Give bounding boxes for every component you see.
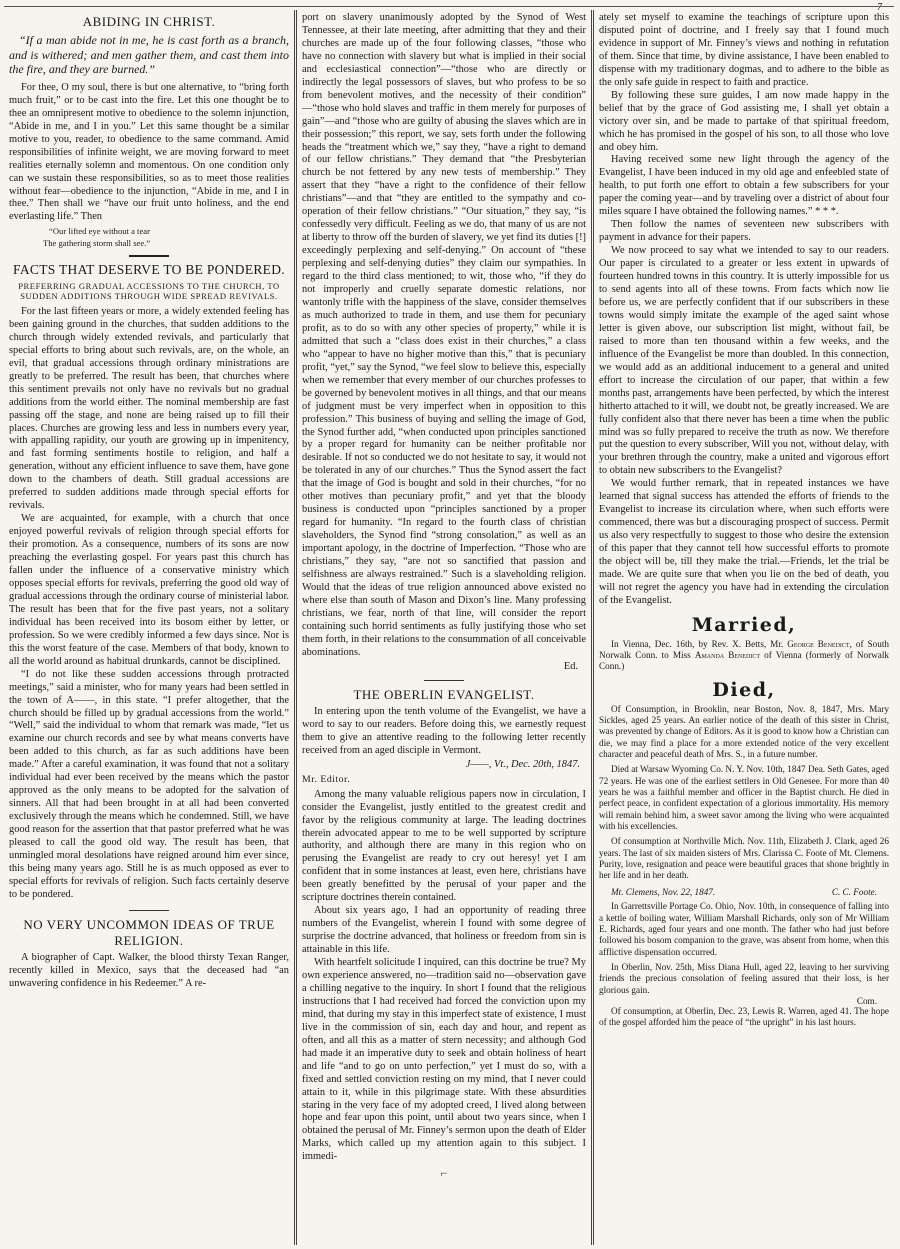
oberlin-paragraph-3: About six years ago, I had an opportunity of reading three numbers of the Evangelist, wherein I found with some degree of surprise the doctrine advanced, that holiness or freedom from sin is attainable in this life. <box>302 905 586 956</box>
editorial-paragraph-2: We would further remark, that in repeated instances we have learned that signal success has attended the efforts of friends to the Evangelist to increase its circulation where, when such efforts were commenced, there was but a discouraging prospect of success. Permit us also very respectfully to suggest to those who desire the extension of this paper that they cannot tell how successful efforts to promote the object will be, till they make the trial.—Friends, let the trial be made. We are quite sure that when you lie on the bed of death, you will not regret the agency you have had in extending the circulation of the Evangelist. <box>599 478 889 606</box>
abiding-epigraph: “If a man abide not in me, he is cast forth as a branch, and is withered; and men gather them, and cast them into the fire, and they are burned.” <box>9 33 289 77</box>
death-notice-5: In Oberlin, Nov. 25th, Miss Diana Hull, aged 22, leaving to her surviving friends the precious consolation of feeling assured that their loss, is her glorious gain. <box>599 962 889 995</box>
editor-signature: Ed. <box>563 660 578 672</box>
death-notice-3: Of consumption at Northville Mich. Nov. 11th, Elizabeth J. Clark, aged 26 years. The last of six maiden sisters of Mrs. Clarissa C. Foote of Mt. Clemens. Purity, love, resignation and peace were beautiful graces that shone brightly in her life and in her death. <box>599 836 889 881</box>
letter-continued-4: Then follow the names of seventeen new subscribers with payment in advance for their papers. <box>599 219 889 244</box>
notice-signature: Com. <box>856 995 877 1006</box>
facts-paragraph-2: We are acquainted, for example, with a church that once enjoyed powerful revivals of religion through special efforts for their promotion. As a consequence, numbers of its sons are now preaching the everlasting gospel. For years past this church has fallen under the influence of a conservative ministry which opposes special efforts for revivals, preferring the good old way of gradual accessions through the ordinary course of ministerial labor. The result has been that for the five past years, not a solitary individual has been received into its bosom either by letter, or profession. So we were credibly informed a few days since. Nor is this the worst feature of the case. Members of that body, known to all the world around as habitual drunkards, cannot be disciplined. <box>9 513 289 667</box>
section-divider <box>424 680 464 681</box>
notice-place-date: Mt. Clemens, Nov. 22, 1847. <box>611 887 716 898</box>
top-rule <box>4 6 894 7</box>
editorial-paragraph-1: We now proceed to say what we intended to say to our readers. Our paper is circulated to a greater or less extent in upwards of fourteen hundred towns in this country. It is utterly impossible for us to send agents into all of these towns. From facts which now lie before us, we are perfectly confident that if our subscribers in these towns would simply imitate the example of the aged saint whose letter is given above, our subscription list might, without fail, be raised to more than ten thousand within a few weeks, and the influence of the Evangelist be more than doubled. In this connection, we would add as an additional inducement to a general and united effort to increase the circulation of our paper, that within a few months past, arrangements have been perfected, by which the interest hitherto attached to it will, we doubt not, be greatly increased. We are fully confident also that there never has been a time when the public mind was so fully prepared to receive the truth as now. We therefore put the question to every subscriber, Will you not, without delay, with your brethren through the country, make a united and vigorous effort to obtain new subscribers to the Evangelist? <box>599 245 889 477</box>
continuation-mark: ⌐ <box>440 1166 448 1181</box>
abiding-paragraph: For thee, O my soul, there is but one alternative, to “bring forth much fruit,” or to be cast into the fire. Let this one thought be to thee an omnipresent motive to obedience to the solemn injunction, “Abide in me, and I in you.” Let this same thought be a similar motive to you, reader, to obedience to the same command. Amid responsibilities of infinite weight, we are moving forward to meet realities eternally solemn and momentous. On one condition only can we sustain these responsibilities, so as to meet those realities without fear—obedience to the injunction, “Abide in me, and I in thee.” Then shall we “have our fruit unto holiness, and the end everlasting life.” Then <box>9 81 289 223</box>
abiding-verse <box>9 226 289 248</box>
verse-line-2: The gathering storm shall see.” <box>43 237 151 248</box>
death-notice-1: Of Consumption, in Brooklin, near Boston, Nov. 8, 1847, Mrs. Mary Sickles, aged 25 years. An earlier notice of the death of this sister in Christ, was prevented by change of Editors. As it is good to know how a Christian can die, we may find a place for a more extended notice of the very excellent character and peaceful death of Mrs. S., in a future number. <box>599 703 889 760</box>
oberlin-title: THE OBERLIN EVANGELIST. <box>353 686 535 702</box>
died-heading: Died, <box>712 678 776 701</box>
death-notice-6: Of consumption, at Oberlin, Dec. 23, Lewis R. Warren, aged 41. The hope of the gospel afforded him the peace of “the upright” in his last hours. <box>599 1005 889 1028</box>
death-notice-2: Died at Warsaw Wyoming Co. N. Y. Nov. 10th, 1847 Dea. Seth Gates, aged 72 years. He was one of the earliest settlers in Old Genesee. For more than 40 years he was a faithful member and officer in the Baptist church. He died in perfect peace, in confident expectation of a glorious immortality. His memory will remain behind him, a sweet savor among the living who were acquainted with his excellencies. <box>599 764 889 831</box>
page-number: 7 <box>877 2 882 13</box>
facts-subtitle: PREFERRING GRADUAL ACCESSIONS TO THE CHURCH, TO SUDDEN ADDITIONS THROUGH WIDE SPREAD REVIVALS. <box>18 280 280 302</box>
verse-line-1: “Our lifted eye without a tear <box>49 226 150 237</box>
letter-continued-1: ately set myself to examine the teachings of scripture upon this disputed point of doctrine, and I freely say that I found much evidence in support of Mr. Finney’s views and nothing in refutation of them. Since that time, by divine assistance, I have been enabled to dispense with my traditionary dogmas, and to adhere to the bible as the only safe guide in respect to faith and practice. <box>599 12 889 88</box>
abiding-title: ABIDING IN CHRIST. <box>82 14 216 29</box>
newspaper-page <box>4 10 894 1245</box>
facts-paragraph-3: “I do not like these sudden accessions through protracted meetings,” said a minister, who for many years had been settled in the town of A——, in this state. “I prefer altogether, that the church should be filled up by gradual accessions from the world.” “Well,” said the individual to whom that remark was made, “let us examine our church records and see by what means converts have been added to this church, as far as such additions have been made.” After a careful examination, it was found that not a solitary individual had ever been received by the means which the pastor approved as the only means to be adopted for the salvation of sinners. All that had been brought in at all had been converted exclusively through the means which he condemned. Still, we have good reason for the assertion that that pastor preferred what he was pleased to call the good old way. The result has been, that unmingled moral desolations have reigned around him ever since, this being many years ago. Still he is as much opposed as ever to special efforts for revivals of religion. Such facts certainly deserve to be pondered. <box>9 668 289 900</box>
letter-continued-3: Having received some new light through the agency of the Evangelist, I have been induced in my old age and enfeebled state of health, to put forth one effort to obtain a few subscribers for your paper the coming year—and by traveling over a district of about four miles square I have obtained the following names.” * * *. <box>599 154 889 218</box>
letter-continued-2: By following these sure guides, I am now made happy in the belief that by the grace of God assisting me, I shall yet obtain a victory over sin, and be made to partake of that spiritual freedom, which he has promised in the gospel of his son, to all those who love and obey him. <box>599 89 889 153</box>
married-heading: Married, <box>691 613 797 636</box>
column-2 <box>294 10 591 1245</box>
married-notice: In Vienna, Dec. 16th, by Rev. X. Betts, Mr. George Benedict, of South Norwalk Conn. to Miss Amanda Benedict of Vienna (formerly of Norwalk Conn.) <box>599 638 890 672</box>
column-3 <box>591 10 894 1245</box>
ideas-title: NO VERY UNCOMMON IDEAS OF TRUE RELIGION. <box>23 916 275 948</box>
ideas-paragraph: A biographer of Capt. Walker, the blood thirsty Texan Ranger, recently killed in Mexico, says that the deceased had “an unwavering confidence in his Redeemer.” A re- <box>9 951 289 989</box>
death-notice-4: In Garrettsville Portage Co. Ohio, Nov. 10th, in consequence of falling into a kettle of boiling water, William Marshall Richards, only son of Mr William E. Richards, aged four years and one month. The father who had just before followed his bosom companion to the grave, was absent from home, when this afflictive dispensation occurred. <box>599 901 889 957</box>
letter-dateline: J——, Vt., Dec. 20th, 1847. <box>465 759 580 771</box>
oberlin-paragraph-4: With heartfelt solicitude I inquired, can this doctrine be true? My own experience answered, no—tradition said no—observation gave a chilling negative to the inquiry. In short I found that the religious instructions that I had received had forced the conviction upon my mind, that during my stay in this imperfect state of existence, I must live in the commission of sin, each day and hour, and repent as often, and all this as a matter of stern necessity; and although God had made it an imperative duty to seek and obtain holiness of heart and life “and to go on unto perfection,” yet I must do so, with a fixed and settled conviction resting on my mind, that I never could attain to it, while in this pilgrimage state. With these absurdities staring in the very face of my adopted creed, I lived along between hope and fear upon this point, until about two years since, when I obtained the perusal of Mr. Finney’s sermon upon the death of Elder Marks, which called up my attention again to this subject. I immedi- <box>302 957 586 1163</box>
section-divider <box>129 910 169 911</box>
death-notice-3-footer <box>599 885 889 897</box>
letter-salutation: Mr. Editor. <box>302 774 351 786</box>
column-1 <box>4 10 294 1245</box>
oberlin-paragraph-1: In entering upon the tenth volume of the Evangelist, we have a word to say to our readers. Before doing this, we earnestly request them to give an attentive reading to the following letter recently received from an aged disciple in Vermont. <box>302 705 586 756</box>
facts-paragraph-1: For the last fifteen years or more, a widely extended feeling has been gaining ground in the churches, that sudden additions to the church through widely extended revivals, and particularly that special efforts to bring about such revivals, are, on the whole, an evil, that gradual accessions through ordinary ministrations are greatly to be preferred. The result has been, that churches where this sentiment prevails not only have no revivals but no gradual additions from the world either. The nominal membership are fast passing off the stage, and none are being raised up to fill their places. Churches are growing less and less in numbers every year, with appalling rapidity, our youth are growing up in impenitency, and fast forming sentiments hostile to religion, and half a generation, without any efficient influence to save them, have gone down to the chambers of death. Still gradual accessions are preferred to sudden additions made through special efforts for revivals. <box>9 305 289 512</box>
section-divider <box>129 255 169 257</box>
slavery-paragraph: port on slavery unanimously adopted by the Synod of West Tennessee, at their late meeting, after admitting that they and their churches are made up of the four following classes, “those who have no connection with slavery but what is implied in their social and ecclesiastical connection”—“those who are directly or indirectly the legal possessors of slaves, but who profess to be so from benevolent motives, and the necessity of their condition” —“those who hold slaves and traffic in them merely for purposes of gain”—and “those who are guilty of abusing the slaves which are in their possession;” this report, we say, sets forth under the following heads the “treatment which we,” say they, “have a right to demand of our fellow christians.” They demand that “the Presbyterian church be not fettered by any new tests of membership.” They assert that they “have a right to the confidence of their fellow christians”—and that “they are entitled to the sympathy and co-operation of their fellow christians.” “Our situation,” they say, “is confessedly very difficult. Feeling as we do, that many of us are not at liberty to throw off the burden of slavery, we yet find its duties [!] exceedingly perplexing and self-denying.” On account of “these perplexing and self-denying duties” they claim our sympathies. In regard to the third class mentioned; to wit, those who, “if they do not improperly and cruelly separate domestic relations, nor wantonly trifle with the happiness of the slave, consider themselves as much authorized to trade in them, and use them for pecuniary profit, as to do so with any other species of property,” while it is admitted that such a “class does exist in their churches,” a class who “appear to have no higher motive than this,” that is pecuniary profit, “yet,” say the Synod, “we feel slow to believe this, especially when we remember that every member of our churches professes to be governed by benevolent motives in all things, and that our means of judgment must be very imperfect when in opposition to this profession.” This business of buying and selling the image of God, the Synod further add, “when conducted upon principles sanctioned by a proper regard for humanity can be neither profitable nor desirable. If not so conducted we do not hesitate to say, it would not be tolerated in any of our churches.” Thus the Synod assert the fact that the image of God is bought and sold in their churches, “for no other motives than pecuniary profit,” and yet that the bloody business is conducted upon “principles sanctioned by a proper regard for humanity. “In regard to the fourth class of christian slaveholders, the Synod find “strong consolation,” as well as an important apology, in the doctrine of Imperfection. “Those who are christians,” they say, “are not so sanctified that passion and selfishness are always restrained.” Such is a slaveholding religion. Would that the ideas of true religion announced above existed no where else than south of Mason and Dixon’s line. Many professing christians, we fear, north of that line, will consider the report containing such horrid sentiments as fully justifying those who set them forth, in their relations to the consummation of all conceivable abominations. <box>302 12 586 658</box>
notice-signature: C. C. Foote. <box>831 887 877 898</box>
facts-title: FACTS THAT DESERVE TO BE PONDERED. <box>13 261 285 277</box>
oberlin-paragraph-2: Among the many valuable religious papers now in circulation, I consider the Evangelist, justly entitled to the greatest credit and favor by the religious community at large. The leading doctrines therein advocated appear to me to be well supported by scripture authority, and although there are many in this region who on perusing the Evangelist are ready to cry out heresy! yet I am confident that in some instances at least, even here, christians have been greatly benefitted by the perusal of your paper and the scripture doctrines therein contained. <box>302 788 586 904</box>
